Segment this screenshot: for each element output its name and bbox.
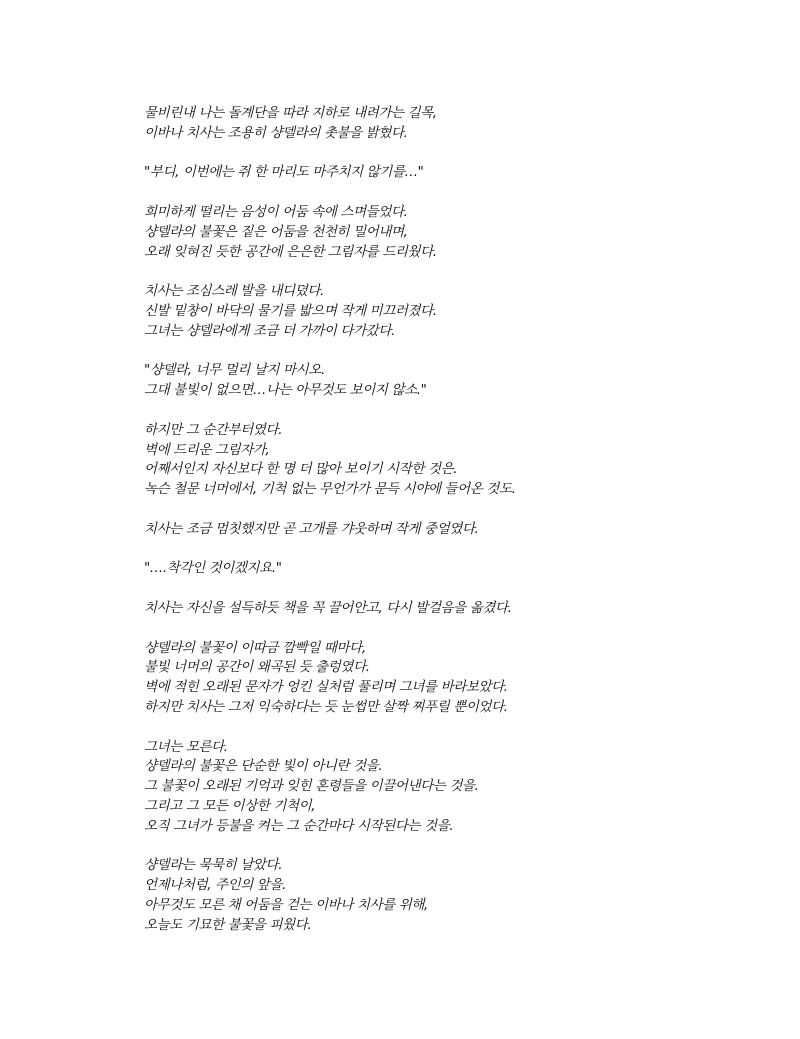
text-line: 샹델라는 묵묵히 날았다. [144,857,283,874]
text-line: 그리고 그 모든 이상한 기척이, [144,797,316,814]
text-line: 오래 잊혀진 듯한 공간에 은은한 그림자를 드리웠다. [144,243,437,260]
text-line: 이바나 치사는 조용히 샹델라의 촛불을 밝혔다. [144,124,408,141]
paragraph [144,282,764,341]
text-line: 벽에 드리운 그림자가, [144,441,270,458]
text-line: 샹델라의 불꽃은 단순한 빛이 아니란 것을. [144,758,383,775]
text-line: 녹슨 철문 너머에서, 기척 없는 무언가가 문득 시야에 들어온 것도. [144,481,516,498]
text-line: "….착각인 것이겠지요." [144,560,282,577]
document-text [144,104,764,955]
text-line: 그녀는 샹델라에게 조금 더 가까이 다가갔다. [144,322,395,339]
text-line: 희미하게 떨리는 음성이 어둠 속에 스며들었다. [144,203,408,220]
text-line: 그대 불빛이 없으면…나는 아무것도 보이지 않소." [144,382,427,399]
text-line: 아무것도 모른 채 어둠을 걷는 이바나 치사를 위해, [144,896,428,913]
text-line: "부디, 이번에는 쥐 한 마리도 마주치지 않기를…" [144,164,424,181]
text-line: 샹델라의 불꽃이 이따금 깜빡일 때마다, [144,639,366,656]
paragraph [144,361,764,401]
text-line: 샹델라의 불꽃은 짙은 어둠을 천천히 밀어내며, [144,223,408,240]
text-line: 그녀는 모른다. [144,738,228,755]
text-line: 치사는 조심스레 발을 내디뎠다. [144,283,324,300]
text-line: 물비린내 나는 돌계단을 따라 지하로 내려가는 길목, [144,105,437,121]
paragraph [144,421,764,500]
text-line: 신발 밑창이 바닥의 물기를 밟으며 작게 미끄러졌다. [144,302,437,319]
text-line: 오늘도 기묘한 불꽃을 피웠다. [144,916,312,933]
text-line: 그 불꽃이 오래된 기억과 잊힌 혼령들을 이끌어낸다는 것을. [144,778,479,795]
text-line: 어째서인지 자신보다 한 명 더 많아 보이기 시작한 것은. [144,461,458,478]
text-line: 오직 그녀가 등불을 켜는 그 순간마다 시작된다는 것을. [144,817,454,834]
text-line: "샹델라, 너무 멀리 날지 마시오. [144,362,325,379]
paragraph [144,203,764,262]
paragraph [144,104,764,144]
paragraph [144,559,764,579]
paragraph [144,639,764,718]
text-line: 치사는 자신을 설득하듯 책을 꼭 끌어안고, 다시 발걸음을 옮겼다. [144,599,512,616]
text-line: 하지만 그 순간부터였다. [144,421,283,438]
text-line: 불빛 너머의 공간이 왜곡된 듯 출렁였다. [144,659,370,676]
text-line: 하지만 치사는 그저 익숙하다는 듯 눈썹만 살짝 찌푸릴 뿐이었다. [144,698,508,715]
text-line: 언제나처럼, 주인의 앞을. [144,877,286,894]
text-line: 벽에 적힌 오래된 문자가 엉킨 실처럼 풀리며 그녀를 바라보았다. [144,679,508,696]
paragraph [144,738,764,837]
paragraph [144,599,764,619]
paragraph [144,163,764,183]
text-line: 치사는 조금 멈칫했지만 곧 고개를 갸웃하며 작게 중얼였다. [144,520,479,537]
paragraph [144,856,764,935]
paragraph [144,520,764,540]
